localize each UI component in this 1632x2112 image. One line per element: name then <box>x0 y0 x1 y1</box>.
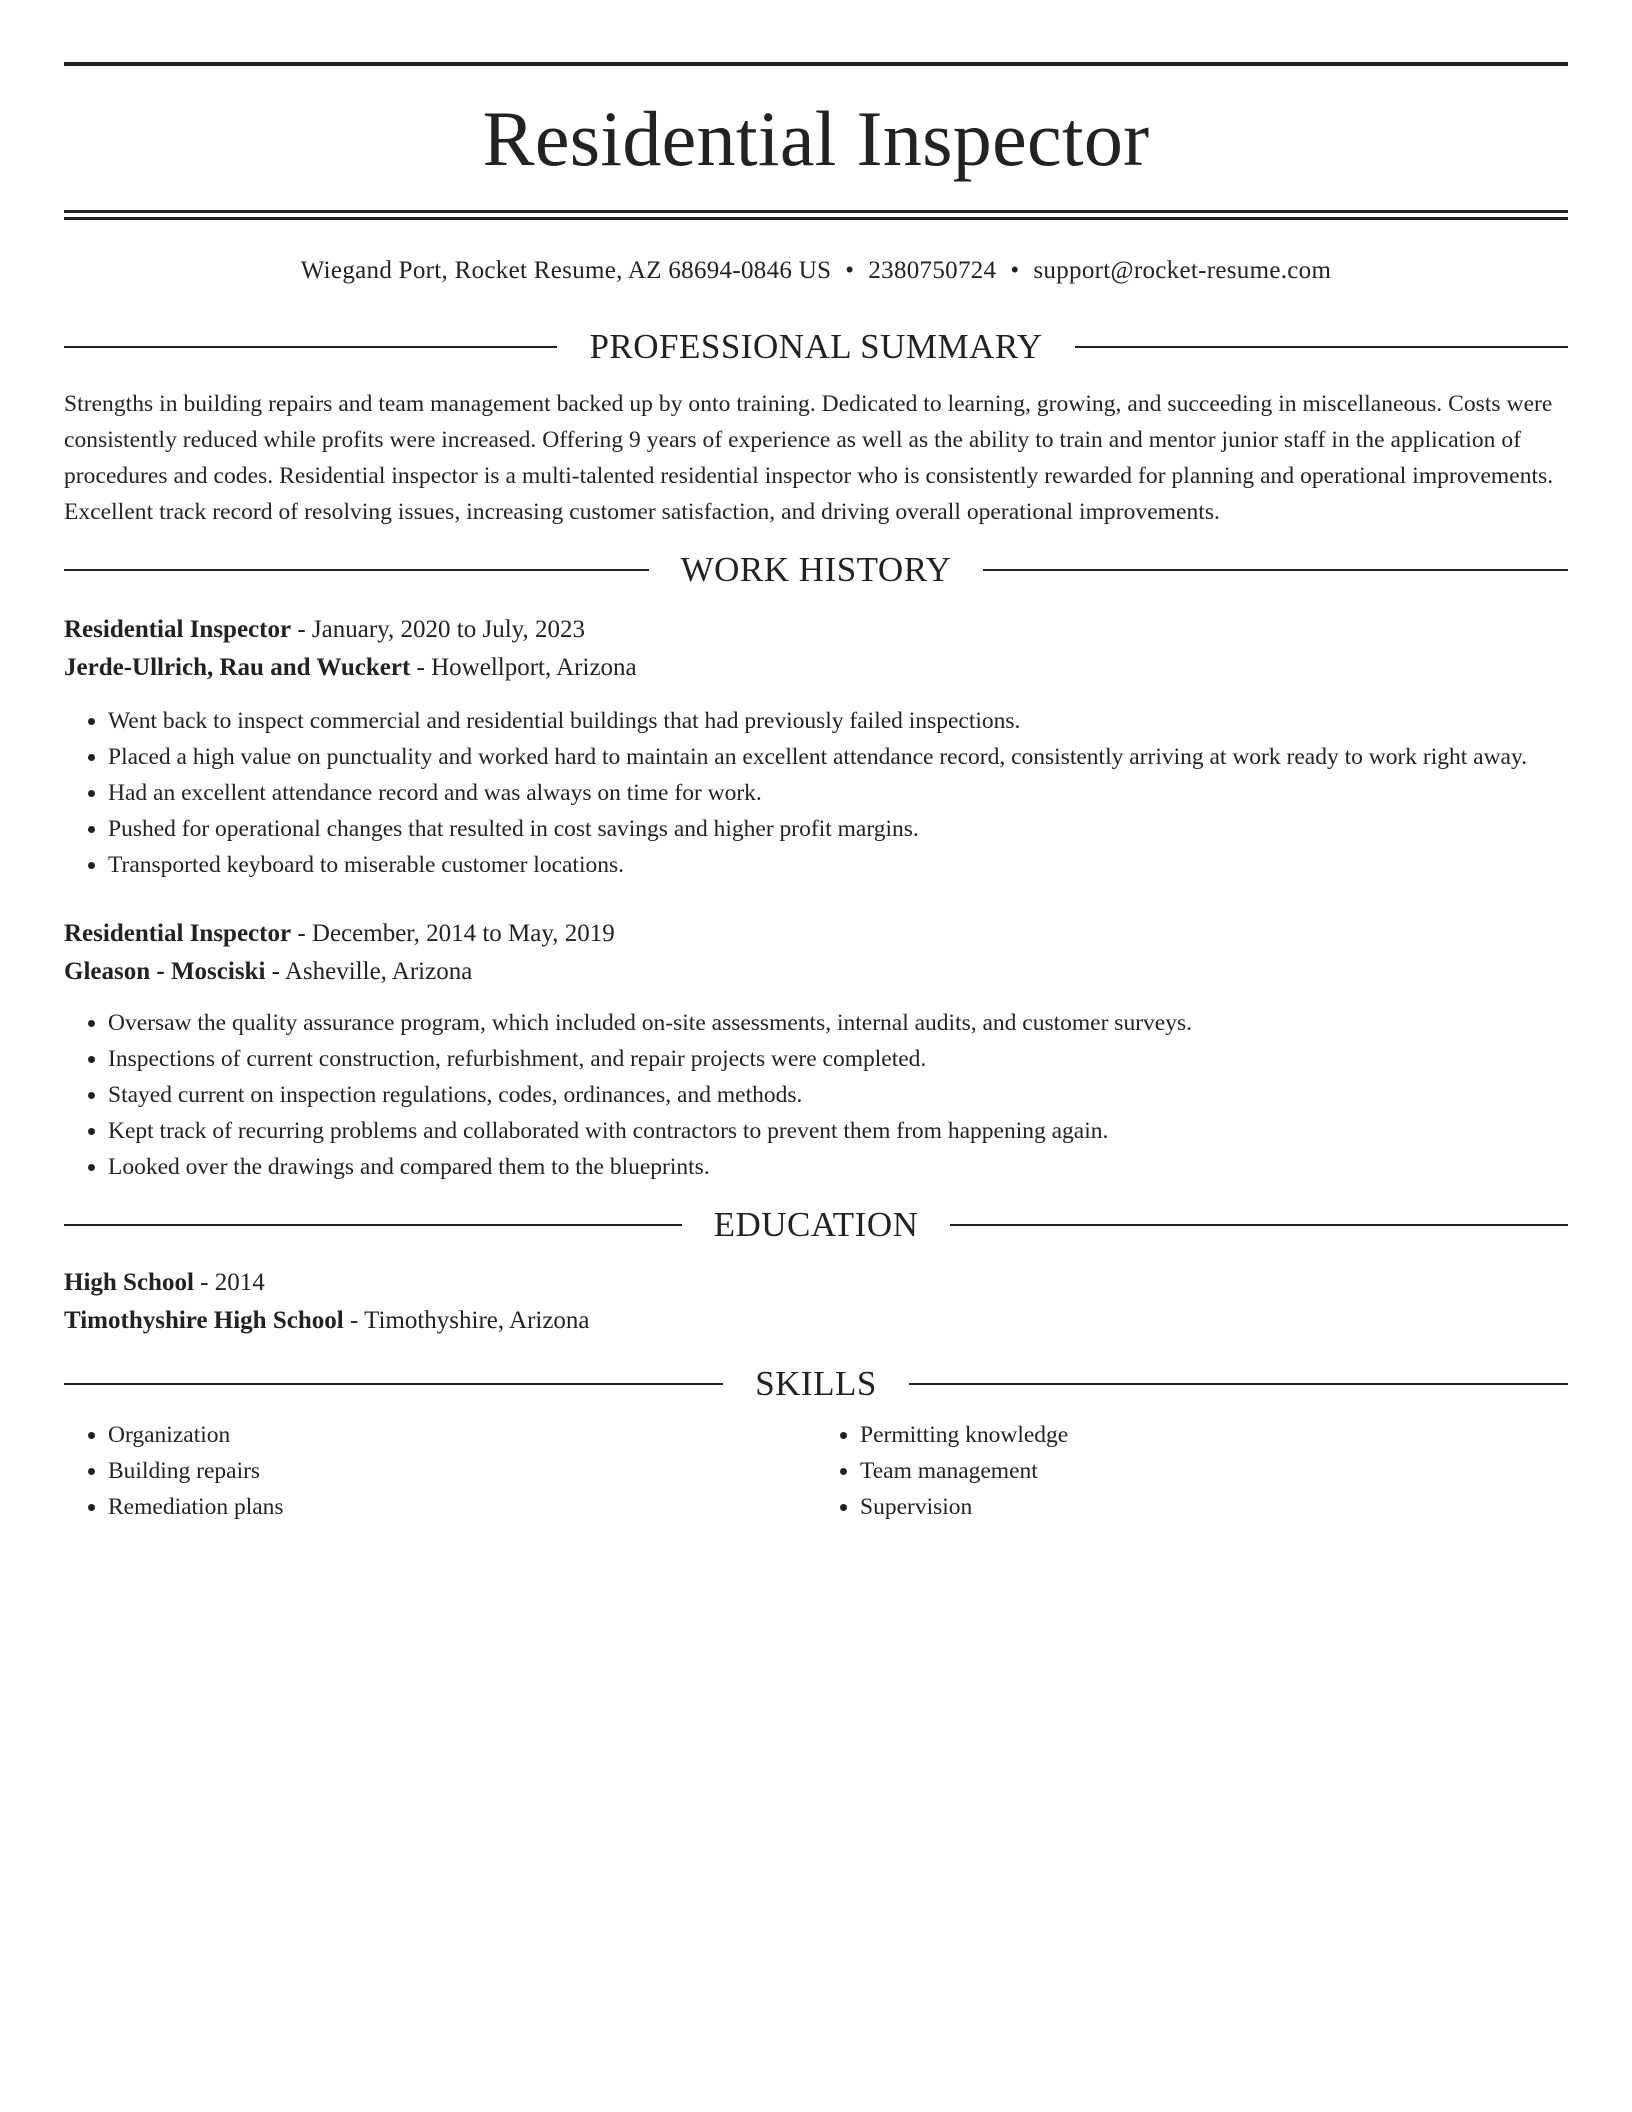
job-title-line <box>64 915 1568 953</box>
dash: - <box>193 1269 215 1296</box>
education-location: Timothyshire, Arizona <box>364 1307 590 1334</box>
education-year: 2014 <box>214 1269 265 1296</box>
contact-email: support@rocket-resume.com <box>1033 257 1332 284</box>
job-location: Howellport, Arizona <box>431 654 637 681</box>
education-entry <box>64 1264 1568 1340</box>
skill-item: • Team management <box>860 1453 1568 1489</box>
job-company-line <box>64 649 1568 687</box>
skills-list <box>64 1417 1568 1525</box>
job-bullets <box>64 1005 1568 1185</box>
heading-line-left <box>64 346 557 348</box>
job-company-line <box>64 953 1568 991</box>
dash: - <box>265 958 285 985</box>
header-top-rule <box>64 62 1568 66</box>
contact-separator: • <box>1010 257 1020 284</box>
contact-address: Wiegand Port, Rocket Resume, AZ 68694-0846 US <box>300 257 832 284</box>
job-bullet: • Looked over the drawings and compared them to the blueprints. <box>108 1149 1568 1185</box>
dash: - <box>291 616 312 643</box>
job-bullet: • Had an excellent attendance record and was always on time for work. <box>108 775 1568 811</box>
job-bullet: • Stayed current on inspection regulations, codes, ordinances, and methods. <box>108 1077 1568 1113</box>
job-location: Asheville, Arizona <box>284 958 473 985</box>
education-degree: High School <box>64 1269 194 1296</box>
education-heading <box>64 1207 1568 1242</box>
education-school-line <box>64 1302 1568 1340</box>
job-bullet: • Placed a high value on punctuality and worked hard to maintain an excellent attendance record, consistently arriving at work ready to work right away. <box>108 739 1568 775</box>
heading-line-right <box>983 569 1568 571</box>
job-title: Residential Inspector <box>64 920 292 947</box>
work-heading <box>64 552 1568 587</box>
heading-line-left <box>64 1224 682 1226</box>
education-school: Timothyshire High School <box>64 1307 344 1334</box>
job-bullet: • Transported keyboard to miserable customer locations. <box>108 847 1568 883</box>
skill-item: • Remediation plans <box>108 1489 816 1525</box>
education-degree-line <box>64 1264 1568 1302</box>
job-bullet: • Went back to inspect commercial and residential buildings that had previously failed inspections. <box>108 703 1568 739</box>
job-entry <box>64 915 1568 1185</box>
heading-line-left <box>64 569 649 571</box>
dash: - <box>291 920 312 947</box>
job-title-line <box>64 611 1568 649</box>
dash: - <box>410 654 432 681</box>
job-company: Jerde-Ullrich, Rau and Wuckert <box>64 654 411 681</box>
dash: - <box>343 1307 365 1334</box>
job-company: Gleason - Mosciski <box>64 958 266 985</box>
skill-item: • Supervision <box>860 1489 1568 1525</box>
skills-heading-label: SKILLS <box>755 1364 877 1403</box>
skill-item: • Permitting knowledge <box>860 1417 1568 1453</box>
summary-heading <box>64 329 1568 364</box>
heading-line-right <box>950 1224 1568 1226</box>
contact-separator: • <box>845 257 855 284</box>
summary-heading-label: PROFESSIONAL SUMMARY <box>589 327 1043 366</box>
contact-line <box>64 258 1568 283</box>
job-bullet: • Oversaw the quality assurance program, which included on-site assessments, internal audits, and customer surveys. <box>108 1005 1568 1041</box>
skills-heading <box>64 1366 1568 1401</box>
resume-name: Residential Inspector <box>482 95 1150 182</box>
job-entry <box>64 611 1568 883</box>
skill-item: • Organization <box>108 1417 816 1453</box>
contact-phone: 2380750724 <box>868 257 997 284</box>
heading-line-right <box>1075 346 1568 348</box>
job-bullet: • Pushed for operational changes that resulted in cost savings and higher profit margins. <box>108 811 1568 847</box>
job-dates: December, 2014 to May, 2019 <box>311 920 615 947</box>
job-dates: January, 2020 to July, 2023 <box>311 616 586 643</box>
education-heading-label: EDUCATION <box>713 1205 919 1244</box>
job-title: Residential Inspector <box>64 616 292 643</box>
job-bullets <box>64 703 1568 883</box>
summary-text: Strengths in building repairs and team management backed up by onto training. Dedicated to learning, growing, and succeeding in miscellaneous. Costs were consistently reduced while profits were increased. Offering 9 years of experience as well as the ability to train and mentor junior staff in the application of procedures and codes. Residential inspector is a multi-talented residential inspector who is consistently rewarded for planning and operational improvements. Excellent track record of resolving issues, increasing customer satisfaction, and driving overall operational improvements. <box>64 391 1554 525</box>
heading-line-right <box>909 1383 1568 1385</box>
skills-column-left <box>64 1417 816 1525</box>
header-double-rule <box>64 210 1568 220</box>
work-heading-label: WORK HISTORY <box>680 550 952 589</box>
skills-column-right <box>816 1417 1568 1525</box>
job-bullet: • Kept track of recurring problems and collaborated with contractors to prevent them from happening again. <box>108 1113 1568 1149</box>
job-bullet: • Inspections of current construction, refurbishment, and repair projects were completed. <box>108 1041 1568 1077</box>
skill-item: • Building repairs <box>108 1453 816 1489</box>
heading-line-left <box>64 1383 723 1385</box>
